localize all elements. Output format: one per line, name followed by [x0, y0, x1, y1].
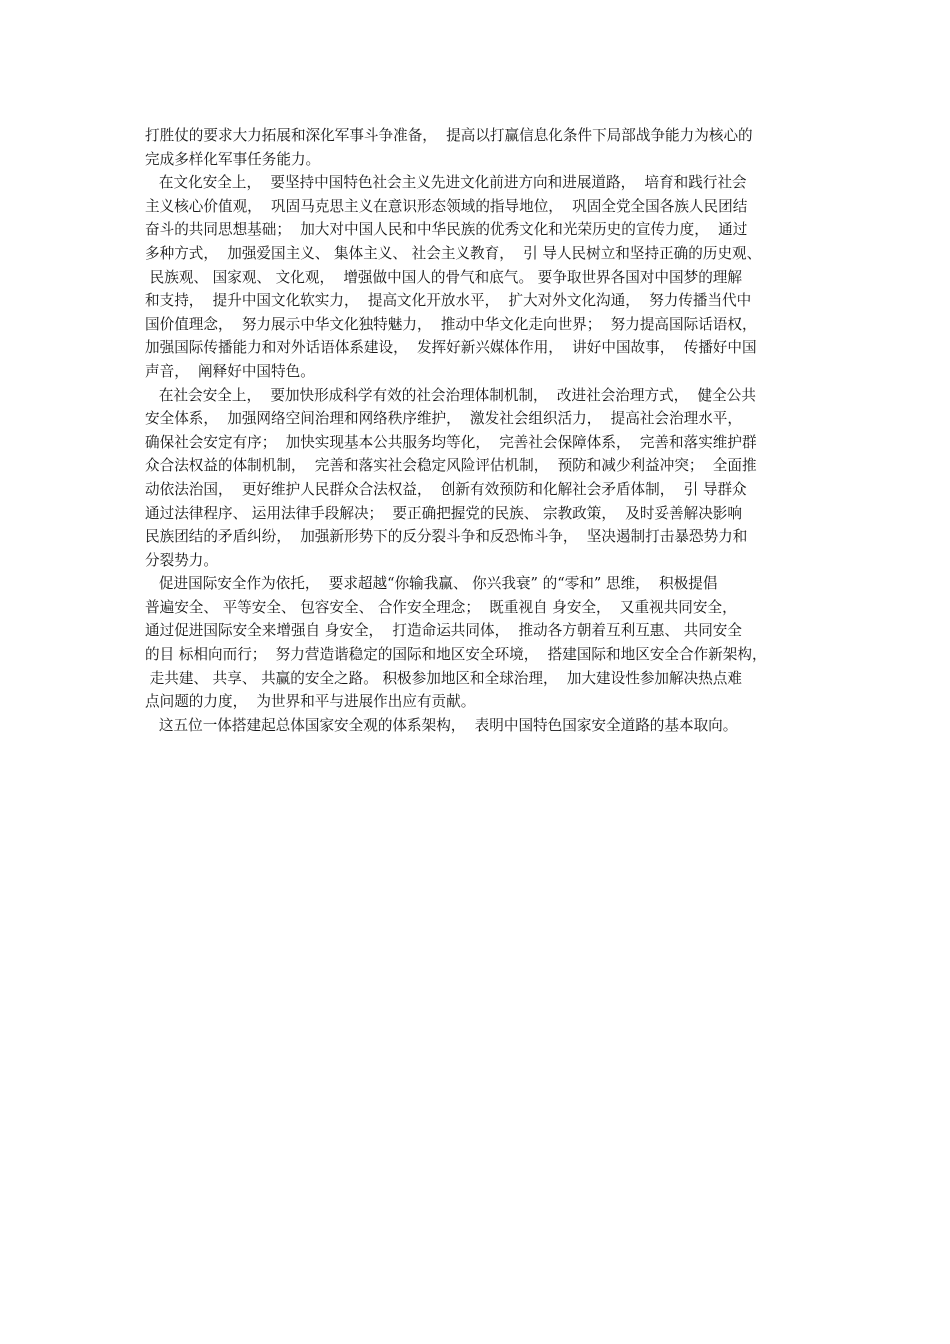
text-line: 和支持， 提升中国文化软实力， 提高文化开放水平， 扩大对外文化沟通， 努力传播当代中: [145, 292, 752, 310]
text-line: 的目 标相向而行； 努力营造谐稳定的国际和地区安全环境， 搭建国际和地区安全合作新架构，: [145, 646, 767, 664]
text-line: 通过促进国际安全来增强自 身安全， 打造命运共同体， 推动各方朝着互利互惠、 共同安全: [145, 622, 742, 640]
text-line: 走共建、 共享、 共赢的安全之路。 积极参加地区和全球治理， 加大建设性参加解决热点难: [145, 669, 742, 687]
text-line: 众合法权益的体制机制， 完善和落实社会稳定风险评估机制， 预防和减少利益冲突； 全面推: [145, 457, 757, 475]
text-line: 确保社会安定有序； 加快实现基本公共服务均等化， 完善社会保障体系， 完善和落实维护群: [145, 433, 757, 451]
text-line: 完成多样化军事任务能力。: [145, 150, 321, 168]
text-line: 主义核心价值观， 巩固马克思主义在意识形态领域的指导地位， 巩固全党全国各族人民团结: [145, 197, 748, 215]
text-line: 民族观、 国家观、 文化观， 增强做中国人的骨气和底气。 要争取世界各国对中国梦的理解: [145, 268, 742, 286]
text-line: 在社会安全上， 要加快形成科学有效的社会治理体制机制， 改进社会治理方式， 健全公共: [145, 386, 756, 404]
text-line: 点问题的力度， 为世界和平与进展作出应有贡献。: [145, 693, 476, 711]
text-line: 这五位一体搭建起总体国家安全观的体系架构， 表明中国特色国家安全道路的基本取向。: [145, 716, 738, 734]
text-line: 国价值理念， 努力展示中华文化独特魅力， 推动中华文化走向世界； 努力提高国际话语权，: [145, 315, 757, 333]
text-line: 奋斗的共同思想基础； 加大对中国人民和中华民族的优秀文化和光荣历史的宣传力度， 通过: [145, 221, 748, 239]
text-line: 动依法治国， 更好维护人民群众合法权益， 创新有效预防和化解社会矛盾体制， 引 导群众: [145, 480, 747, 498]
text-line: 安全体系， 加强网络空间治理和网络秩序维护， 激发社会组织活力， 提高社会治理水平，: [145, 410, 742, 428]
text-line: 促进国际安全作为依托， 要求超越“你输我赢、 你兴我衰” 的“零和” 思维， 积极提倡: [145, 575, 718, 593]
text-line: 普遍安全、 平等安全、 包容安全、 合作安全理念； 既重视自 身安全， 又重视共同安全，: [145, 598, 737, 616]
text-line: 声音， 阐释好中国特色。: [145, 362, 315, 380]
text-line: 通过法律程序、 运用法律手段解决； 要正确把握党的民族、 宗教政策， 及时妥善解决影响: [145, 504, 742, 522]
text-line: 分裂势力。: [145, 551, 218, 569]
text-line: 多种方式， 加强爱国主义、 集体主义、 社会主义教育， 引 导人民树立和坚持正确的历史观、: [145, 244, 762, 262]
text-line: 在文化安全上， 要坚持中国特色社会主义先进文化前进方向和进展道路， 培育和践行社会: [145, 174, 747, 192]
text-line: 打胜仗的要求大力拓展和深化军事斗争准备， 提高以打赢信息化条件下局部战争能力为核心的: [145, 127, 753, 144]
text-line: 民族团结的矛盾纠纷， 加强新形势下的反分裂斗争和反恐怖斗争， 坚决遏制打击暴恐势力和: [145, 528, 748, 546]
text-line: 加强国际传播能力和对外话语体系建设， 发挥好新兴媒体作用， 讲好中国故事， 传播好中国: [145, 339, 757, 357]
document-body: [145, 124, 817, 737]
